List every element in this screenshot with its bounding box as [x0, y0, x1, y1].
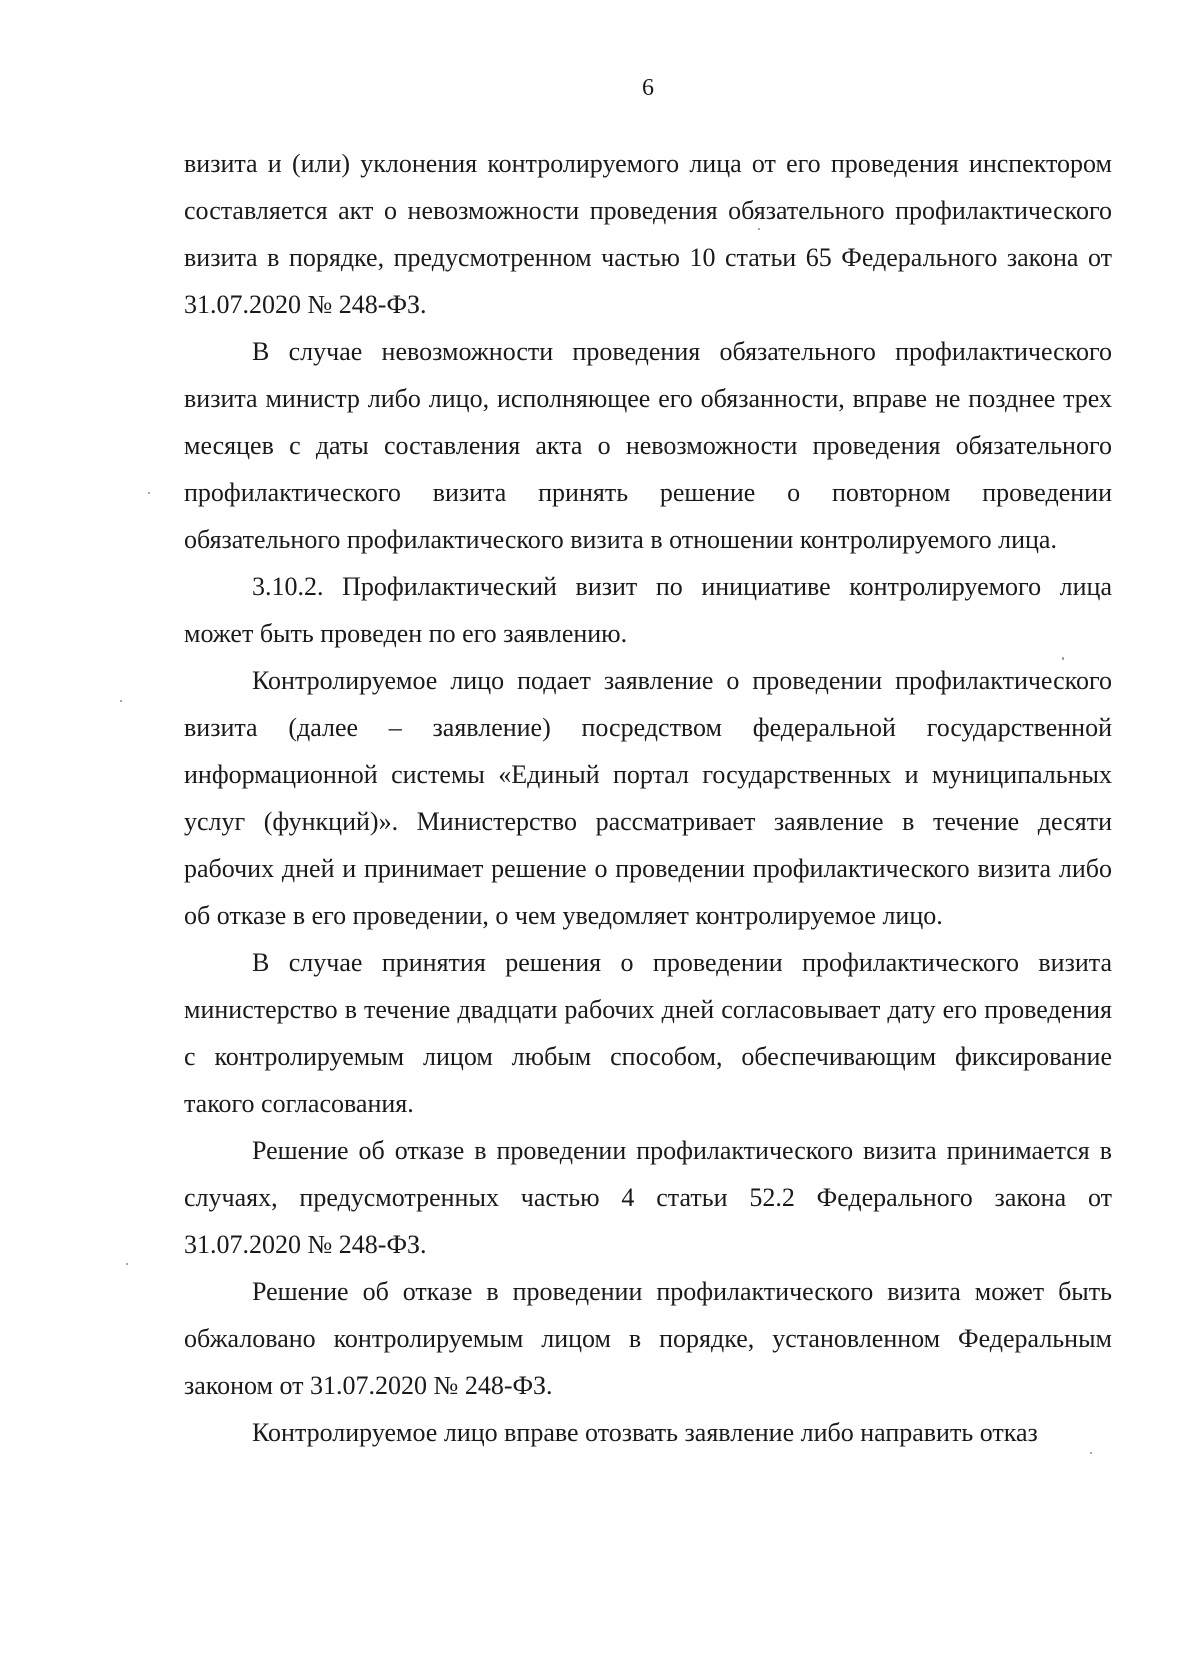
- document-body: [184, 140, 1112, 1456]
- scan-speck: [1090, 1452, 1092, 1454]
- page-number: 6: [642, 75, 654, 101]
- paragraph-8: Контролируемое лицо вправе отозвать заявление либо направить отказ: [252, 1418, 1038, 1447]
- scan-speck: [120, 700, 122, 702]
- scan-speck: [148, 492, 150, 494]
- scan-speck: [126, 1263, 128, 1265]
- paragraph-5: В случае принятия решения о проведении профилактического визита министерство в течение двадцати рабочих дней согласовывает дату его проведения с контролируемым лицом любым способом, обеспечивающим фиксирование такого согласования.: [184, 948, 1112, 1118]
- scan-speck: [1062, 657, 1064, 660]
- scan-speck: [758, 228, 760, 230]
- paragraph-2: В случае невозможности проведения обязательного профилактического визита министр либо лицо, исполняющее его обязанности, вправе не позднее трех месяцев с даты составления акта о невозможности проведения обязательного профилактического визита принять решение о повторном проведении обязательного профилактического визита в отношении контролируемого лица.: [184, 337, 1112, 554]
- paragraph-7: Решение об отказе в проведении профилактического визита может быть обжаловано контролируемым лицом в порядке, установленном Федеральным законом от 31.07.2020 № 248-ФЗ.: [184, 1277, 1112, 1400]
- paragraph-6: Решение об отказе в проведении профилактического визита принимается в случаях, предусмотренных частью 4 статьи 52.2 Федерального закона от 31.07.2020 № 248-ФЗ.: [184, 1136, 1112, 1259]
- paragraph-3: 3.10.2. Профилактический визит по инициативе контролируемого лица может быть проведен по его заявлению.: [184, 572, 1112, 648]
- paragraph-1: визита и (или) уклонения контролируемого лица от его проведения инспектором составляется акт о невозможности проведения обязательного профилактического визита в порядке, предусмотренном частью 10 статьи 65 Федерального закона от 31.07.2020 № 248-ФЗ.: [184, 149, 1112, 319]
- paragraph-4: Контролируемое лицо подает заявление о проведении профилактического визита (далее – заявление) посредством федеральной государственной информационной системы «Единый портал государственных и муниципальных услуг (функций)». Министерство рассматривает заявление в течение десяти рабочих дней и принимает решение о проведении профилактического визита либо об отказе в его проведении, о чем уведомляет контролируемое лицо.: [184, 666, 1112, 930]
